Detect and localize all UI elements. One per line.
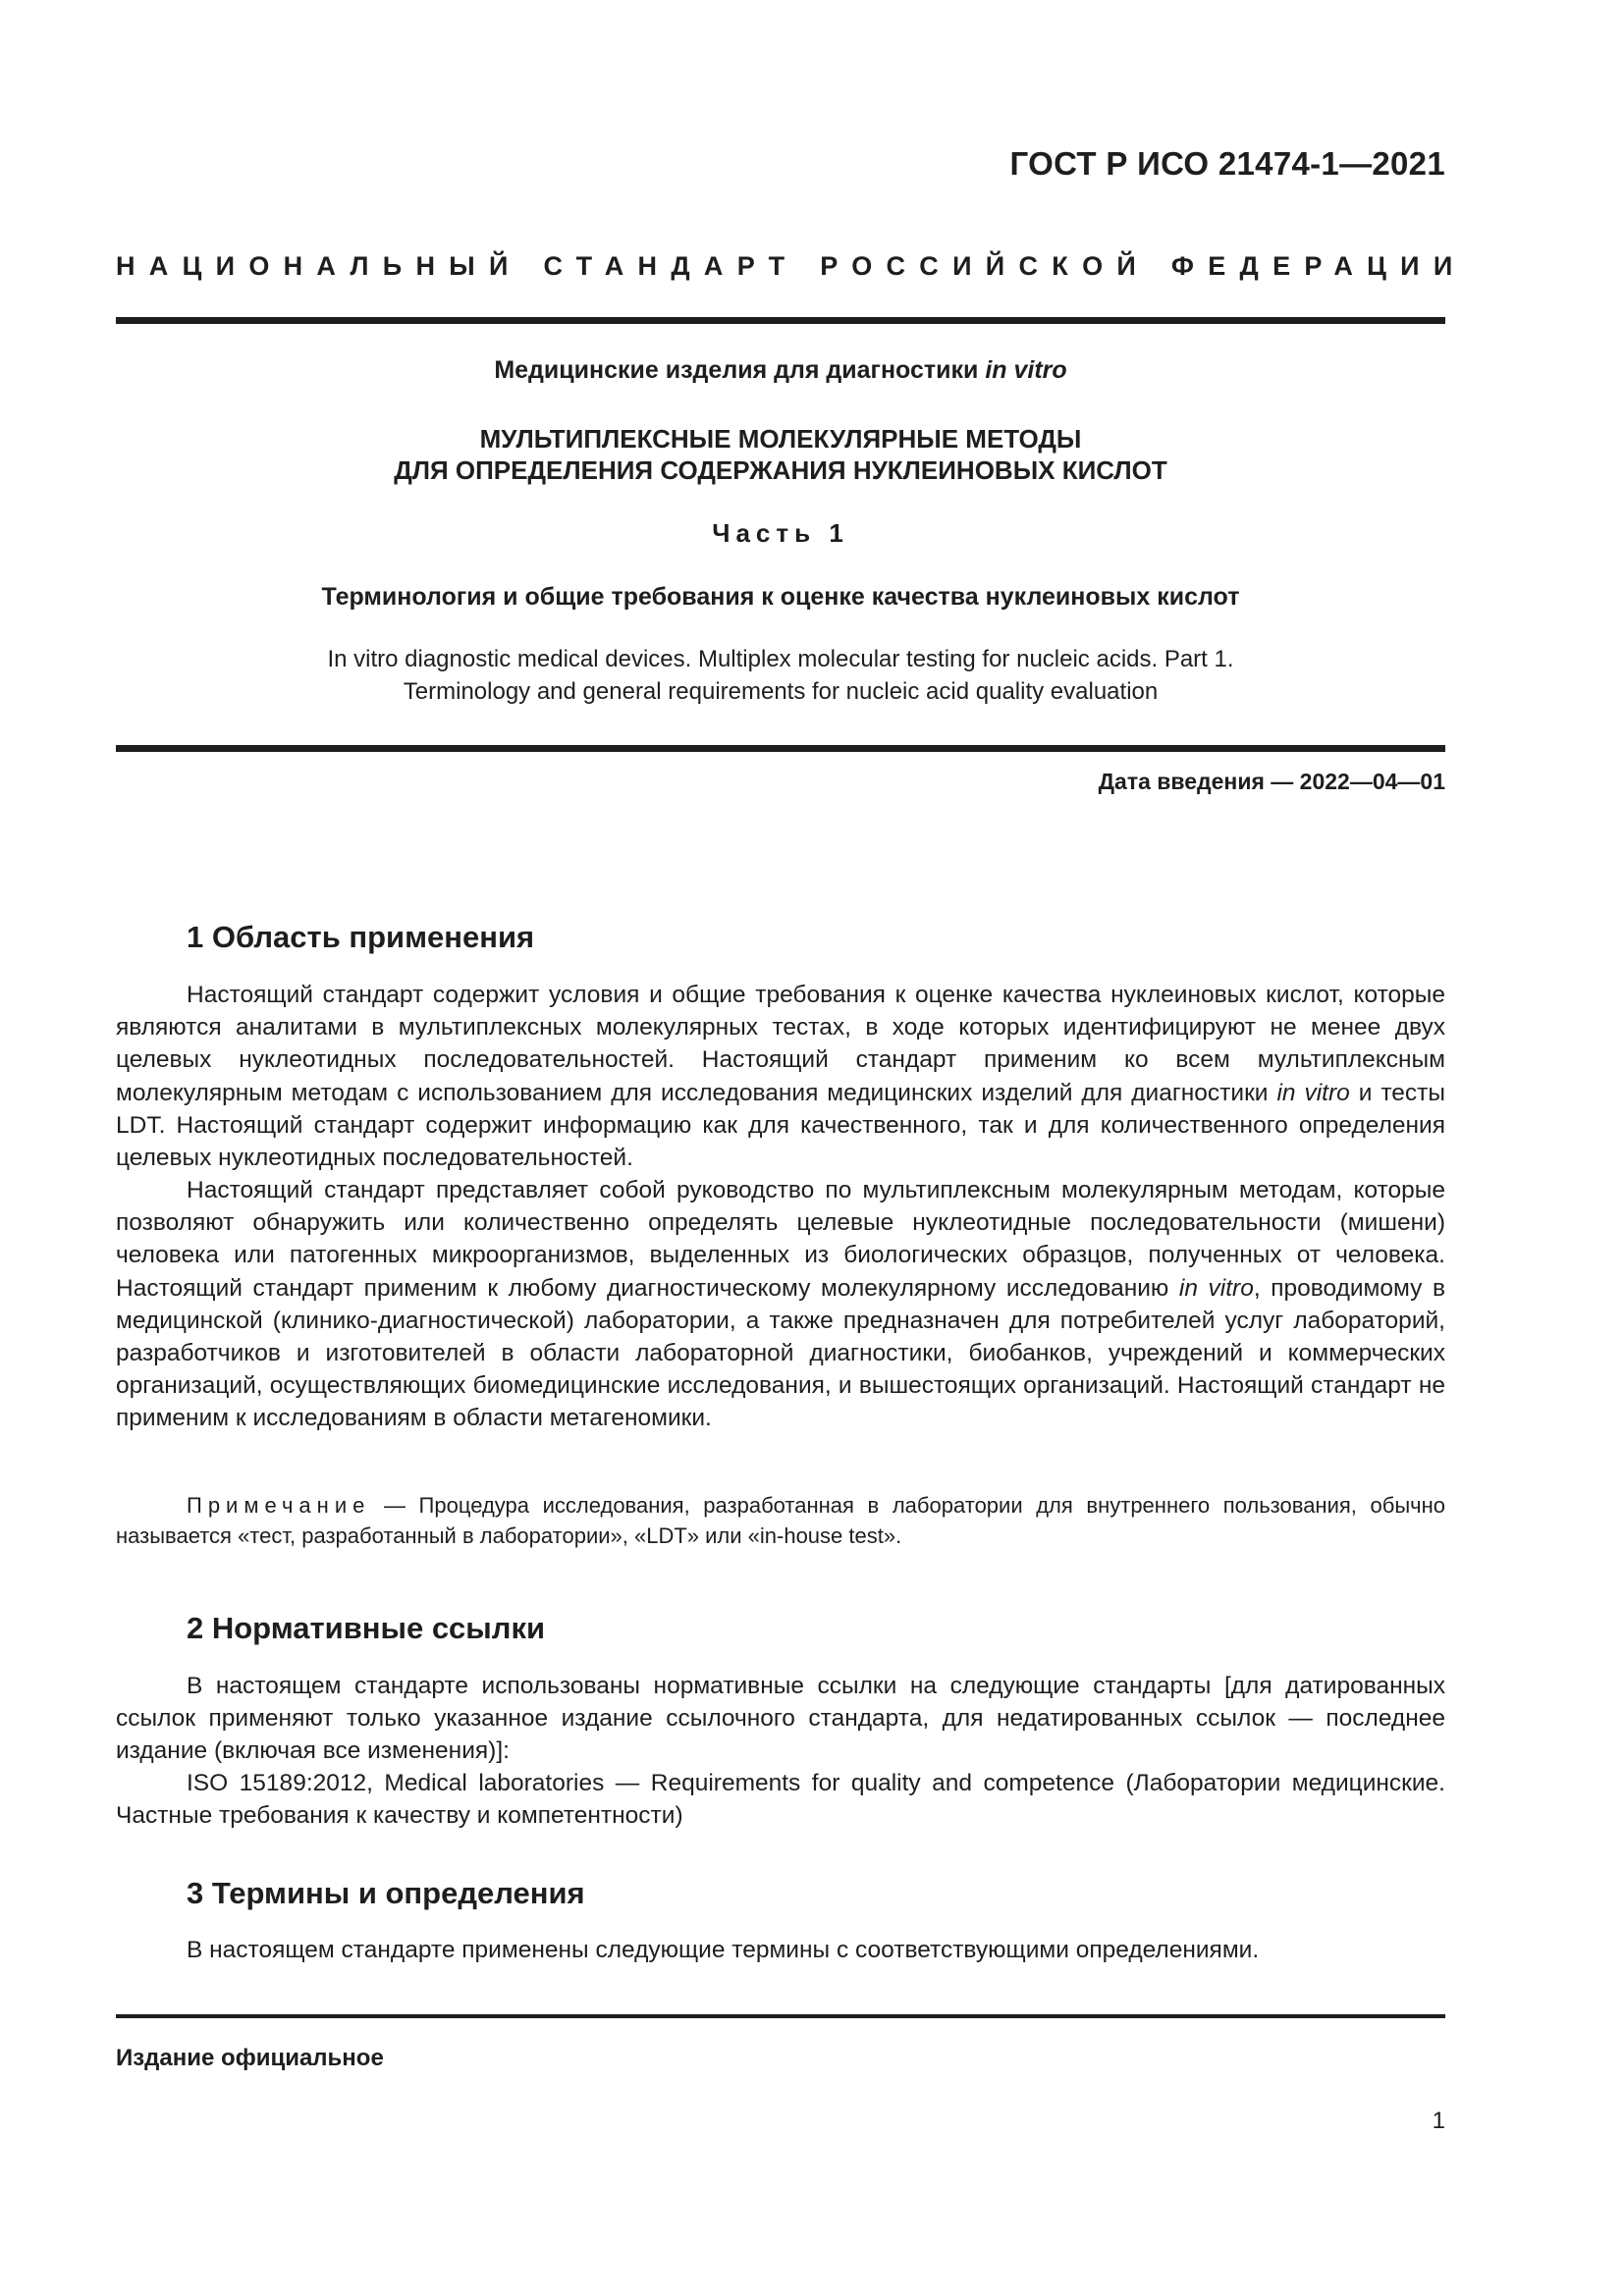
english-title-line-2: Terminology and general requirements for nucleic acid quality evaluation (403, 678, 1159, 705)
section-3-paragraph-1: В настоящем стандарте применены следующие термины с соответствующими определениями. (187, 1937, 1260, 1963)
part-label: Часть 1 (712, 518, 849, 548)
section-3-heading: 3 Термины и определения (187, 1876, 585, 1910)
header-divider (116, 317, 1445, 324)
section-2-heading: 2 Нормативные ссылки (187, 1611, 546, 1645)
section-1-paragraph-1 (116, 979, 1445, 1174)
english-title (116, 643, 1445, 708)
document-number: ГОСТ Р ИСО 21474-1—2021 (1009, 145, 1445, 182)
subtitle-text: Медицинские изделия для диагностики (494, 356, 986, 384)
section-1-p1-text-b: и тесты LDT. Настоящий стандарт содержит информацию как для качественного, так и для количественного определения целевых нуклеотидных последовательностей. (116, 1079, 1446, 1172)
note-label: Примечание (187, 1493, 371, 1518)
section-1-p2-text-b: , проводимому в медицинской (клинико-диагностической) лаборатории, а также предназначен для потребителей услуг лабораторий, разработчиков и изготовителей в области лабораторной диагностики, биобанков, учреждений и коммерческих организаций, осуществляющих биомедицинские исследования, и вышестоящих организаций. Настоящий стандарт не применим к исследованиям в области метагеномики. (116, 1274, 1445, 1432)
part-title: Терминология и общие требования к оценке качества нуклеиновых кислот (321, 583, 1240, 611)
section-1-heading: 1 Область применения (187, 920, 535, 954)
title-divider (116, 745, 1445, 752)
document-main-title (116, 423, 1445, 486)
footer-divider (116, 2014, 1445, 2018)
section-1-p2-text-a: Настоящий стандарт представляет собой руководство по мультиплексным молекулярным методам, которые позволяют обнаружить или количественно определять целевые нуклеотидные последовательности (мишени) человека или патогенных микроорганизмов, выделенных из биологических образцов, полученных от человека. Настоящий стандарт применим к любому диагностическому молекулярному исследованию (116, 1177, 1445, 1302)
section-1-p1-italic: in vitro (1276, 1079, 1350, 1106)
introduction-date: Дата введения — 2022—04—01 (1098, 769, 1445, 794)
document-subtitle (116, 356, 1445, 385)
section-1-note (116, 1490, 1445, 1551)
note-text: — Процедура исследования, разработанная в лаборатории для внутреннего пользования, обычно называется «тест, разработанный в лаборатории», «LDT» или «in-house test». (116, 1493, 1445, 1548)
subtitle-italic: in vitro (985, 356, 1067, 384)
main-title-line-1: МУЛЬТИПЛЕКСНЫЕ МОЛЕКУЛЯРНЫЕ МЕТОДЫ (479, 424, 1082, 454)
section-2-paragraph-1: В настоящем стандарте использованы нормативные ссылки на следующие стандарты [для датированных ссылок применяют только указанное издание ссылочного стандарта, для недатированных ссылок — последнее издание (включая все изменения)]: (116, 1673, 1445, 1765)
english-title-line-1: In vitro diagnostic medical devices. Multiplex molecular testing for nucleic acids. Part 1. (327, 646, 1234, 672)
national-standard-header: НАЦИОНАЛЬНЫЙ СТАНДАРТ РОССИЙСКОЙ ФЕДЕРАЦИИ (116, 251, 1467, 281)
section-1-p1-text-a: Настоящий стандарт содержит условия и общие требования к оценке качества нуклеиновых кислот, которые являются аналитами в мультиплексных молекулярных тестах, в ходе которых идентифицируют не менее двух целевых нуклеотидных последовательностей. Настоящий стандарт применим ко всем мультиплексным молекулярным методам с использованием для исследования медицинских изделий для диагностики (116, 982, 1445, 1106)
official-edition-label: Издание официальное (116, 2045, 384, 2071)
main-title-line-2: ДЛЯ ОПРЕДЕЛЕНИЯ СОДЕРЖАНИЯ НУКЛЕИНОВЫХ КИСЛОТ (394, 455, 1167, 485)
section-1-p2-italic: in vitro (1178, 1274, 1254, 1302)
section-2-paragraph-2: ISO 15189:2012, Medical laboratories — Requirements for quality and competence (Лаборатории медицинские. Частные требования к качеству и компетентности) (116, 1770, 1445, 1830)
page-number: 1 (1432, 2108, 1445, 2134)
section-1-paragraph-2 (116, 1174, 1445, 1435)
